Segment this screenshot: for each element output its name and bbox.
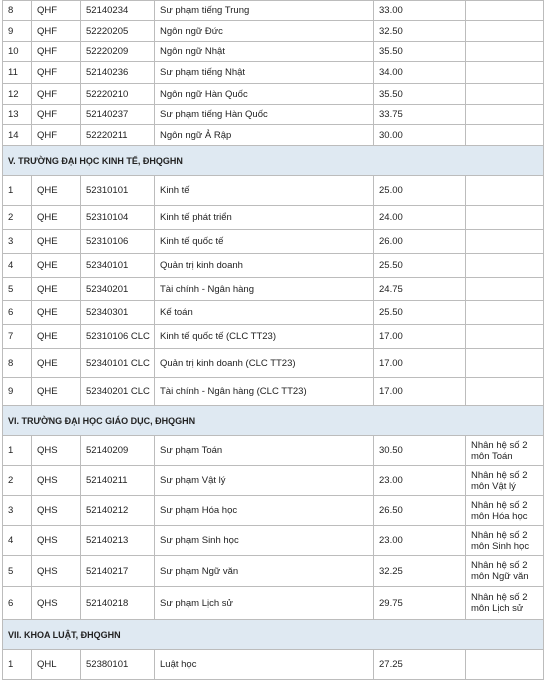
row-number-cell: 9 bbox=[3, 378, 32, 406]
note-cell: Nhân hệ số 2 môn Hóa học bbox=[466, 496, 544, 526]
major-name-cell: Sư phạm Lịch sử bbox=[155, 587, 374, 620]
table-row bbox=[3, 556, 544, 587]
row-number-cell: 5 bbox=[3, 556, 32, 587]
major-name-cell: Sư phạm Ngữ văn bbox=[155, 556, 374, 587]
school-code-cell: QHE bbox=[32, 254, 81, 278]
table-row bbox=[3, 325, 544, 349]
section-header bbox=[3, 620, 544, 650]
major-code-cell: 52310106 CLC bbox=[81, 325, 155, 349]
major-name-cell: Tài chính - Ngân hàng (CLC TT23) bbox=[155, 378, 374, 406]
table-row bbox=[3, 1, 544, 21]
row-number-cell: 1 bbox=[3, 650, 32, 680]
major-name-cell: Kế toán bbox=[155, 301, 374, 325]
note-cell bbox=[466, 325, 544, 349]
section-header bbox=[3, 146, 544, 176]
major-name-cell: Quản trị kinh doanh (CLC TT23) bbox=[155, 349, 374, 378]
major-name-cell: Tài chính - Ngân hàng bbox=[155, 278, 374, 301]
school-code-cell: QHF bbox=[32, 125, 81, 146]
row-number-cell: 4 bbox=[3, 254, 32, 278]
major-code-cell: 52140209 bbox=[81, 436, 155, 466]
major-code-cell: 52220209 bbox=[81, 42, 155, 62]
major-code-cell: 52340101 CLC bbox=[81, 349, 155, 378]
table-row bbox=[3, 206, 544, 230]
school-code-cell: QHS bbox=[32, 466, 81, 496]
major-code-cell: 52140217 bbox=[81, 556, 155, 587]
cutoff-score-cell: 25.50 bbox=[374, 254, 466, 278]
school-code-cell: QHF bbox=[32, 42, 81, 62]
table-row bbox=[3, 42, 544, 62]
note-cell bbox=[466, 105, 544, 125]
major-name-cell: Sư phạm Toán bbox=[155, 436, 374, 466]
row-number-cell: 11 bbox=[3, 62, 32, 84]
cutoff-score-cell: 27.25 bbox=[374, 650, 466, 680]
note-cell bbox=[466, 230, 544, 254]
major-name-cell: Kinh tế quốc tế bbox=[155, 230, 374, 254]
school-code-cell: QHE bbox=[32, 349, 81, 378]
major-name-cell: Ngôn ngữ Hàn Quốc bbox=[155, 84, 374, 105]
table-row bbox=[3, 21, 544, 42]
note-cell bbox=[466, 254, 544, 278]
school-code-cell: QHF bbox=[32, 62, 81, 84]
school-code-cell: QHE bbox=[32, 325, 81, 349]
row-number-cell: 4 bbox=[3, 526, 32, 556]
row-number-cell: 1 bbox=[3, 176, 32, 206]
major-code-cell: 52310101 bbox=[81, 176, 155, 206]
major-name-cell: Kinh tế quốc tế (CLC TT23) bbox=[155, 325, 374, 349]
cutoff-score-cell: 26.50 bbox=[374, 496, 466, 526]
major-name-cell: Sư phạm tiếng Trung bbox=[155, 1, 374, 21]
major-code-cell: 52140236 bbox=[81, 62, 155, 84]
note-cell bbox=[466, 378, 544, 406]
major-code-cell: 52220211 bbox=[81, 125, 155, 146]
cutoff-score-cell: 25.50 bbox=[374, 301, 466, 325]
major-code-cell: 52140212 bbox=[81, 496, 155, 526]
major-code-cell: 52220205 bbox=[81, 21, 155, 42]
table-row bbox=[3, 230, 544, 254]
school-code-cell: QHF bbox=[32, 105, 81, 125]
row-number-cell: 12 bbox=[3, 84, 32, 105]
table-row bbox=[3, 436, 544, 466]
school-code-cell: QHF bbox=[32, 21, 81, 42]
note-cell bbox=[466, 125, 544, 146]
table-row bbox=[3, 650, 544, 680]
major-code-cell: 52340201 bbox=[81, 278, 155, 301]
note-cell bbox=[466, 650, 544, 680]
cutoff-score-cell: 35.50 bbox=[374, 84, 466, 105]
note-cell: Nhân hệ số 2 môn Ngữ văn bbox=[466, 556, 544, 587]
table-row bbox=[3, 125, 544, 146]
note-cell bbox=[466, 62, 544, 84]
major-code-cell: 52310106 bbox=[81, 230, 155, 254]
admission-scores-table bbox=[2, 0, 544, 680]
row-number-cell: 6 bbox=[3, 587, 32, 620]
major-name-cell: Quản trị kinh doanh bbox=[155, 254, 374, 278]
row-number-cell: 10 bbox=[3, 42, 32, 62]
major-code-cell: 52310104 bbox=[81, 206, 155, 230]
row-number-cell: 2 bbox=[3, 466, 32, 496]
note-cell bbox=[466, 42, 544, 62]
major-code-cell: 52140211 bbox=[81, 466, 155, 496]
cutoff-score-cell: 35.50 bbox=[374, 42, 466, 62]
cutoff-score-cell: 17.00 bbox=[374, 378, 466, 406]
major-name-cell: Ngôn ngữ Ả Rập bbox=[155, 125, 374, 146]
row-number-cell: 2 bbox=[3, 206, 32, 230]
major-name-cell: Sư phạm Hóa học bbox=[155, 496, 374, 526]
major-code-cell: 52340301 bbox=[81, 301, 155, 325]
major-code-cell: 52220210 bbox=[81, 84, 155, 105]
cutoff-score-cell: 34.00 bbox=[374, 62, 466, 84]
cutoff-score-cell: 32.25 bbox=[374, 556, 466, 587]
cutoff-score-cell: 32.50 bbox=[374, 21, 466, 42]
section-title: V. TRƯỜNG ĐẠI HỌC KINH TẾ, ĐHQGHN bbox=[3, 146, 544, 176]
row-number-cell: 1 bbox=[3, 436, 32, 466]
school-code-cell: QHS bbox=[32, 556, 81, 587]
major-name-cell: Luật học bbox=[155, 650, 374, 680]
table-row bbox=[3, 349, 544, 378]
table-row bbox=[3, 254, 544, 278]
note-cell bbox=[466, 206, 544, 230]
major-name-cell: Kinh tế phát triển bbox=[155, 206, 374, 230]
school-code-cell: QHS bbox=[32, 436, 81, 466]
major-name-cell: Ngôn ngữ Nhật bbox=[155, 42, 374, 62]
cutoff-score-cell: 17.00 bbox=[374, 349, 466, 378]
note-cell bbox=[466, 301, 544, 325]
row-number-cell: 3 bbox=[3, 230, 32, 254]
cutoff-score-cell: 23.00 bbox=[374, 466, 466, 496]
major-name-cell: Kinh tế bbox=[155, 176, 374, 206]
major-code-cell: 52140213 bbox=[81, 526, 155, 556]
note-cell bbox=[466, 349, 544, 378]
school-code-cell: QHE bbox=[32, 301, 81, 325]
table-row bbox=[3, 301, 544, 325]
table-row bbox=[3, 62, 544, 84]
note-cell bbox=[466, 176, 544, 206]
cutoff-score-cell: 17.00 bbox=[374, 325, 466, 349]
major-code-cell: 52140218 bbox=[81, 587, 155, 620]
note-cell bbox=[466, 21, 544, 42]
table-row bbox=[3, 278, 544, 301]
cutoff-score-cell: 33.00 bbox=[374, 1, 466, 21]
cutoff-score-cell: 23.00 bbox=[374, 526, 466, 556]
school-code-cell: QHE bbox=[32, 206, 81, 230]
row-number-cell: 5 bbox=[3, 278, 32, 301]
note-cell: Nhân hệ số 2 môn Toán bbox=[466, 436, 544, 466]
cutoff-score-cell: 24.00 bbox=[374, 206, 466, 230]
major-code-cell: 52380101 bbox=[81, 650, 155, 680]
section-title: VI. TRƯỜNG ĐẠI HỌC GIÁO DỤC, ĐHQGHN bbox=[3, 406, 544, 436]
cutoff-score-cell: 30.00 bbox=[374, 125, 466, 146]
cutoff-score-cell: 25.00 bbox=[374, 176, 466, 206]
school-code-cell: QHF bbox=[32, 84, 81, 105]
table-row bbox=[3, 496, 544, 526]
table-body bbox=[3, 1, 544, 680]
major-code-cell: 52340201 CLC bbox=[81, 378, 155, 406]
table-row bbox=[3, 84, 544, 105]
cutoff-score-cell: 33.75 bbox=[374, 105, 466, 125]
cutoff-score-cell: 30.50 bbox=[374, 436, 466, 466]
note-cell bbox=[466, 84, 544, 105]
section-title: VII. KHOA LUẬT, ĐHQGHN bbox=[3, 620, 544, 650]
school-code-cell: QHE bbox=[32, 378, 81, 406]
cutoff-score-cell: 29.75 bbox=[374, 587, 466, 620]
note-cell bbox=[466, 278, 544, 301]
note-cell: Nhân hệ số 2 môn Lịch sử bbox=[466, 587, 544, 620]
note-cell bbox=[466, 1, 544, 21]
row-number-cell: 14 bbox=[3, 125, 32, 146]
cutoff-score-cell: 24.75 bbox=[374, 278, 466, 301]
row-number-cell: 9 bbox=[3, 21, 32, 42]
major-name-cell: Ngôn ngữ Đức bbox=[155, 21, 374, 42]
table-row bbox=[3, 378, 544, 406]
school-code-cell: QHF bbox=[32, 1, 81, 21]
major-code-cell: 52340101 bbox=[81, 254, 155, 278]
major-name-cell: Sư phạm tiếng Hàn Quốc bbox=[155, 105, 374, 125]
school-code-cell: QHE bbox=[32, 230, 81, 254]
major-name-cell: Sư phạm Vật lý bbox=[155, 466, 374, 496]
school-code-cell: QHL bbox=[32, 650, 81, 680]
row-number-cell: 8 bbox=[3, 349, 32, 378]
table-row bbox=[3, 466, 544, 496]
table-row bbox=[3, 587, 544, 620]
major-name-cell: Sư phạm tiếng Nhật bbox=[155, 62, 374, 84]
section-header bbox=[3, 406, 544, 436]
note-cell: Nhân hệ số 2 môn Sinh học bbox=[466, 526, 544, 556]
table-row bbox=[3, 105, 544, 125]
row-number-cell: 8 bbox=[3, 1, 32, 21]
row-number-cell: 7 bbox=[3, 325, 32, 349]
cutoff-score-cell: 26.00 bbox=[374, 230, 466, 254]
school-code-cell: QHS bbox=[32, 526, 81, 556]
school-code-cell: QHS bbox=[32, 496, 81, 526]
row-number-cell: 6 bbox=[3, 301, 32, 325]
row-number-cell: 3 bbox=[3, 496, 32, 526]
row-number-cell: 13 bbox=[3, 105, 32, 125]
school-code-cell: QHE bbox=[32, 278, 81, 301]
major-name-cell: Sư phạm Sinh học bbox=[155, 526, 374, 556]
school-code-cell: QHS bbox=[32, 587, 81, 620]
table-row bbox=[3, 526, 544, 556]
major-code-cell: 52140237 bbox=[81, 105, 155, 125]
major-code-cell: 52140234 bbox=[81, 1, 155, 21]
school-code-cell: QHE bbox=[32, 176, 81, 206]
table-row bbox=[3, 176, 544, 206]
note-cell: Nhân hệ số 2 môn Vật lý bbox=[466, 466, 544, 496]
